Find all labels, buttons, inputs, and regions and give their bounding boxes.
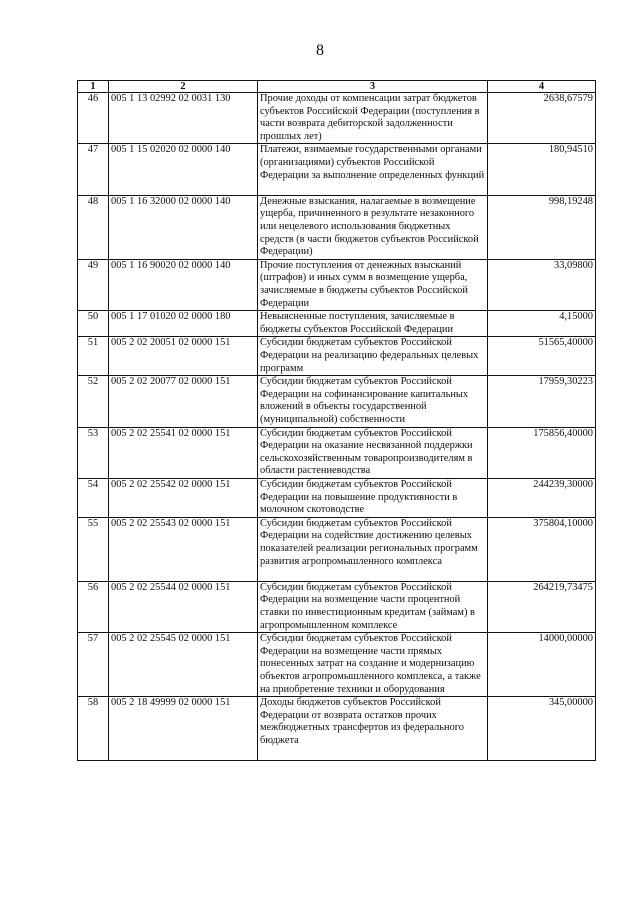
revenue-description: Доходы бюджетов субъектов Российской Федерации от возврата остатков прочих межбюджетных трансфертов из федерального бюджета (258, 697, 488, 761)
page-number: 8 (316, 42, 324, 59)
table-header-row (78, 81, 596, 93)
table-row (78, 633, 596, 697)
budget-code: 005 2 02 25543 02 0000 151 (109, 517, 258, 581)
budget-code: 005 2 02 25544 02 0000 151 (109, 581, 258, 632)
budget-code: 005 1 17 01020 02 0000 180 (109, 311, 258, 337)
budget-code: 005 1 15 02020 02 0000 140 (109, 144, 258, 195)
table-row (78, 581, 596, 632)
header-col-3: 3 (258, 81, 488, 93)
revenue-description: Прочие поступления от денежных взысканий (штрафов) и иных сумм в возмещение ущерба, зачисляемые в бюджеты субъектов Российской Федерации (258, 259, 488, 310)
amount: 345,00000 (488, 697, 596, 761)
table-row (78, 517, 596, 581)
revenue-description: Субсидии бюджетам субъектов Российской Федерации на оказание несвязанной поддержки сельскохозяйственным товаропроизводителям в области растениеводства (258, 427, 488, 478)
table-row (78, 195, 596, 259)
revenue-description: Субсидии бюджетам субъектов Российской Федерации на возмещение части прямых понесенных затрат на создание и модернизацию объектов агропромышленного комплекса, а также на приобретение техники и оборудования (258, 633, 488, 697)
row-number: 57 (78, 633, 109, 697)
amount: 244239,30000 (488, 478, 596, 517)
row-number: 49 (78, 259, 109, 310)
budget-code: 005 1 13 02992 02 0031 130 (109, 93, 258, 144)
amount: 17959,30223 (488, 376, 596, 427)
table-row (78, 93, 596, 144)
revenue-description: Прочие доходы от компенсации затрат бюджетов субъектов Российской Федерации (поступления в части возврата дебиторской задолженности прошлых лет) (258, 93, 488, 144)
table-row (78, 311, 596, 337)
table-row (78, 478, 596, 517)
revenue-description: Невыясненные поступления, зачисляемые в бюджеты субъектов Российской Федерации (258, 311, 488, 337)
row-number: 54 (78, 478, 109, 517)
row-number: 56 (78, 581, 109, 632)
row-number: 46 (78, 93, 109, 144)
amount: 2638,67579 (488, 93, 596, 144)
revenue-description: Платежи, взимаемые государственными органами (организациями) субъектов Российской Федерации за выполнение определенных функций (258, 144, 488, 195)
table-row (78, 259, 596, 310)
budget-code: 005 2 02 25545 02 0000 151 (109, 633, 258, 697)
amount: 375804,10000 (488, 517, 596, 581)
budget-code: 005 2 02 25542 02 0000 151 (109, 478, 258, 517)
revenue-description: Субсидии бюджетам субъектов Российской Федерации на возмещение части процентной ставки по инвестиционным кредитам (займам) в агропромышленном комплексе (258, 581, 488, 632)
budget-code: 005 2 02 20051 02 0000 151 (109, 337, 258, 376)
table-row (78, 144, 596, 195)
amount: 175856,40000 (488, 427, 596, 478)
table-row (78, 427, 596, 478)
amount: 180,94510 (488, 144, 596, 195)
amount: 998,19248 (488, 195, 596, 259)
row-number: 50 (78, 311, 109, 337)
amount: 51565,40000 (488, 337, 596, 376)
revenue-description: Субсидии бюджетам субъектов Российской Федерации на повышение продуктивности в молочном скотоводстве (258, 478, 488, 517)
row-number: 48 (78, 195, 109, 259)
header-col-2: 2 (109, 81, 258, 93)
budget-code: 005 1 16 32000 02 0000 140 (109, 195, 258, 259)
revenue-table (77, 80, 596, 761)
amount: 264219,73475 (488, 581, 596, 632)
table-row (78, 697, 596, 761)
header-col-4: 4 (488, 81, 596, 93)
row-number: 55 (78, 517, 109, 581)
amount: 4,15000 (488, 311, 596, 337)
revenue-description: Субсидии бюджетам субъектов Российской Федерации на софинансирование капитальных вложений в объекты государственной (муниципальной) собственности (258, 376, 488, 427)
header-col-1: 1 (78, 81, 109, 93)
budget-code: 005 1 16 90020 02 0000 140 (109, 259, 258, 310)
table-row (78, 337, 596, 376)
revenue-description: Субсидии бюджетам субъектов Российской Федерации на содействие достижению целевых показателей реализации региональных программ развития агропромышленного комплекса (258, 517, 488, 581)
revenue-description: Денежные взыскания, налагаемые в возмещение ущерба, причиненного в результате незаконного или нецелевого использования бюджетных средств (в части бюджетов субъектов Российской Федерации) (258, 195, 488, 259)
budget-code: 005 2 18 49999 02 0000 151 (109, 697, 258, 761)
budget-code: 005 2 02 25541 02 0000 151 (109, 427, 258, 478)
amount: 33,09800 (488, 259, 596, 310)
row-number: 52 (78, 376, 109, 427)
row-number: 51 (78, 337, 109, 376)
row-number: 53 (78, 427, 109, 478)
budget-code: 005 2 02 20077 02 0000 151 (109, 376, 258, 427)
amount: 14000,00000 (488, 633, 596, 697)
row-number: 58 (78, 697, 109, 761)
row-number: 47 (78, 144, 109, 195)
revenue-description: Субсидии бюджетам субъектов Российской Федерации на реализацию федеральных целевых программ (258, 337, 488, 376)
table-row (78, 376, 596, 427)
